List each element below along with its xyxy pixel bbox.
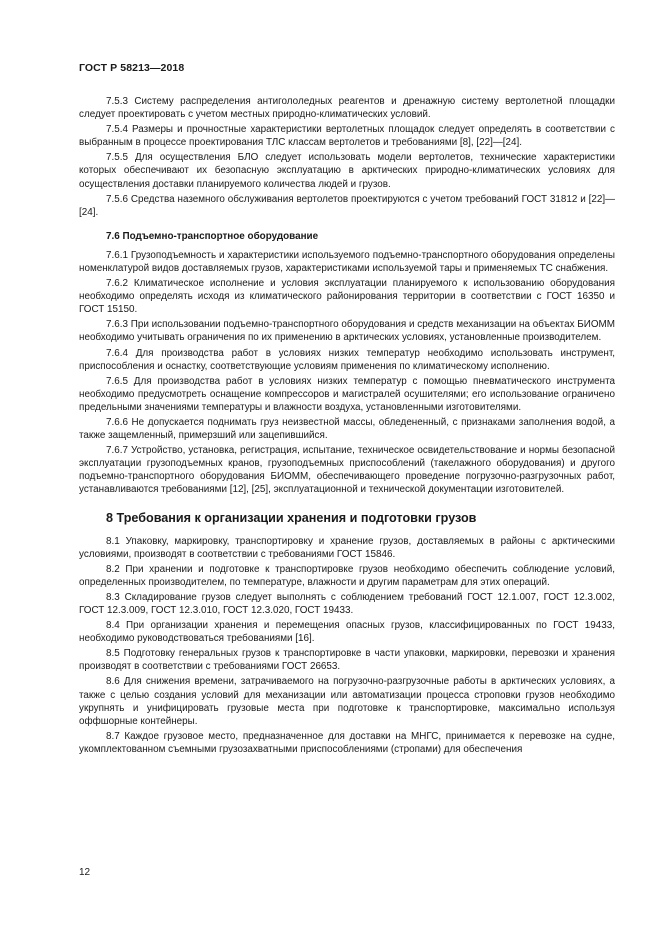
document-code-header: ГОСТ Р 58213—2018 <box>79 62 185 74</box>
paragraph-7-6-6: 7.6.6 Не допускается поднимать груз неизвестной массы, обледененный, с признаками заполнения водой, а также защемленный, примерзший или зацепившийся. <box>79 416 615 442</box>
paragraph-7-6-5: 7.6.5 Для производства работ в условиях низких температур с помощью пневматического инструмента необходимо предусмотреть оснащение компрессоров и магистралей осушителями; его использование ограничено предельными значениями температуры и влажности воздуха, установленными изготовителями. <box>79 375 615 413</box>
paragraph-7-5-6: 7.5.6 Средства наземного обслуживания вертолетов проектируются с учетом требований ГОСТ 31812 и [22]—[24]. <box>79 193 615 218</box>
paragraph-7-6-4: 7.6.4 Для производства работ в условиях низких температур необходимо использовать инструмент, приспособления и оснастку, соответствующие условиям применения по климатическому исполнению. <box>79 347 615 372</box>
paragraph-8-1: 8.1 Упаковку, маркировку, транспортировку и хранение грузов, доставляемых в районы с арктическими условиями, производят в соответствии с требованиями ГОСТ 15846. <box>79 535 615 560</box>
paragraph-8-2: 8.2 При хранении и подготовке к транспортировке грузов необходимо обеспечить соблюдение условий, определенных производителем, по температуре, влажности и другим параметрам для этих операций. <box>79 563 615 588</box>
paragraph-7-5-5: 7.5.5 Для осуществления БЛО следует использовать модели вертолетов, технические характеристики которых обеспечивают их безопасную эксплуатацию в арктических природно-климатических условиях для осуществления доставки планируемого количества людей и грузов. <box>79 152 615 190</box>
paragraph-7-6-1: 7.6.1 Грузоподъемность и характеристики используемого подъемно-транспортного оборудования определены номенклатурой видов доставляемых грузов, характеристиками используемой тары и применяемых ТС снабжения. <box>79 249 615 274</box>
paragraph-8-4: 8.4 При организации хранения и перемещения опасных грузов, классифицированных по ГОСТ 19433, необходимо руководствоваться требованиями [16]. <box>79 620 615 645</box>
paragraph-7-6-7: 7.6.7 Устройство, установка, регистрация, испытание, техническое освидетельствование и нормы безопасной эксплуатации грузоподъемных кранов, грузоподъемных приспособлений (такелажного оборудования) и другого подъемно-транспортного оборудования БИОММ, обеспечивающего проведение погрузочно-разгрузочных работ, устанавливаются требованиями [12], [25], эксплуатационной и технической документации изготовителей. <box>79 445 615 496</box>
paragraph-8-7: 8.7 Каждое грузовое место, предназначенное для доставки на МНГС, принимается к перевозке на судне, укомплектованном съемными грузозахватными приспособлениями (стропами) для обеспечения <box>79 730 615 755</box>
section-title-8: 8 Требования к организации хранения и подготовки грузов <box>106 510 477 525</box>
document-body <box>79 93 615 756</box>
page-number: 12 <box>79 867 91 878</box>
paragraph-8-6: 8.6 Для снижения времени, затрачиваемого на погрузочно-разгрузочные работы в арктических условиях, а также с целью создания условий для механизации или автоматизации процесса строповки грузов необходимо укрупнять и унифицировать грузовые места при подготовке к транспортировке, максимально используя оффшорные контейнеры. <box>79 676 615 727</box>
paragraph-8-5: 8.5 Подготовку генеральных грузов к транспортировке в части упаковки, маркировки, перевозки и хранения производят в соответствии с требованиями ГОСТ 26653. <box>79 648 615 673</box>
paragraph-8-3: 8.3 Складирование грузов следует выполнять с соблюдением требований ГОСТ 12.1.007, ГОСТ 12.3.002, ГОСТ 12.3.009, ГОСТ 12.3.010, ГОСТ 12.3.020, ГОСТ 19433. <box>79 591 615 616</box>
paragraph-7-5-3: 7.5.3 Систему распределения антигололедных реагентов и дренажную систему вертолетной площадки следует проектировать с учетом местных природно-климатических условий. <box>79 96 615 121</box>
subsection-title-7-6: 7.6 Подъемно-транспортное оборудование <box>106 230 319 242</box>
paragraph-7-6-2: 7.6.2 Климатическое исполнение и условия эксплуатации планируемого к использованию оборудования необходимо определять исходя из климатического районирования территории в соответствии с ГОСТ 16350 и ГОСТ 15150. <box>79 278 615 316</box>
paragraph-7-6-3: 7.6.3 При использовании подъемно-транспортного оборудования и средств механизации на объектах БИОММ необходимо учитывать ограничения по их применению в арктических условиях, установленные производителем. <box>79 319 615 344</box>
paragraph-7-5-4: 7.5.4 Размеры и прочностные характеристики вертолетных площадок следует определять в соответствии с выбранным в процессе проектирования ТЛС классам вертолетов и требованиями [8], [22]—[24]. <box>79 124 615 149</box>
